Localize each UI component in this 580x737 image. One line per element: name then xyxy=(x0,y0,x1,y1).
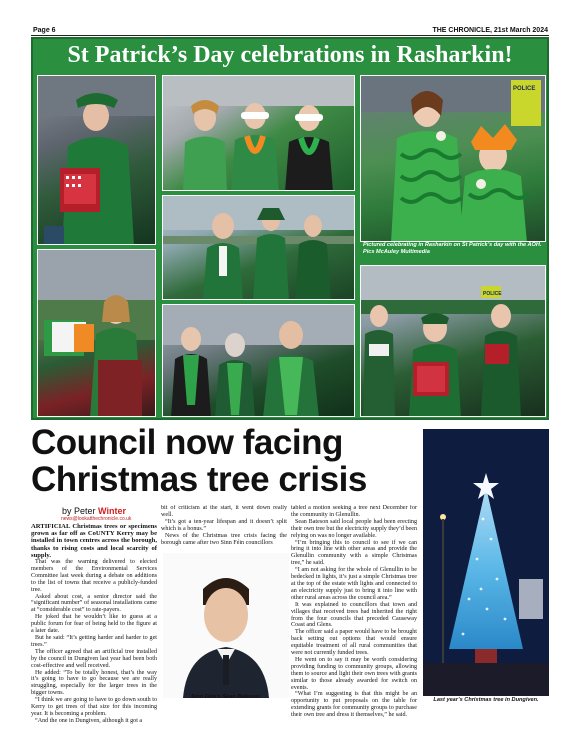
byline-prefix: by Peter xyxy=(62,506,99,516)
police-sign: POLICE xyxy=(513,86,536,92)
paragraph: Sean Bateson said local people had been erecting their own tree but the electricity supply they’d been relying on was no longer available. xyxy=(291,518,417,539)
paragraph: It was explained to councillors that town and villages that received trees had inherited the right from the four councils that preceded Causeway Coast and Glens. xyxy=(291,601,417,629)
photo-aoh-sashes xyxy=(162,304,355,417)
photo-girl-flag xyxy=(37,249,156,417)
feature-panel xyxy=(31,37,549,420)
article-column-1 xyxy=(31,523,157,730)
paragraph: The officer said a paper would have to be brought back setting out options that would ensure equitable treatment of all rural communities that were not currently funded trees. xyxy=(291,629,417,657)
paragraph: He went on to say it may be worth considering providing funding to community groups, allowing them to source and light their own trees with grants similar to those already awarded for switch on events. xyxy=(291,656,417,691)
paragraph: “It’s got a ten-year lifespan and it doesn’t split which is a bonus.” xyxy=(161,518,287,532)
lead-paragraph: ARTIFICIAL Christmas trees or specimens grown as far off as CoUNTY Kerry may be installed in town centres across the borough, thanks to rising costs and local scarcity of supply. xyxy=(31,523,157,559)
page-number: Page 6 xyxy=(33,27,56,34)
paragraph: “What I’m suggesting is that this might be an opportunity to put proposals on the table for extending grants for community groups to purchase their own tree and dress it themselves,” he said. xyxy=(291,691,417,717)
paragraph: He joked that he wouldn’t like to guess at a public forum for fear of being held to the figure at a later date. xyxy=(31,614,157,635)
paragraph: Asked about cost, a senior director said the “significant number” of seasonal installations came at “considerable cost” to rate-payers. xyxy=(31,593,157,614)
parade-figure xyxy=(361,266,546,417)
photo-aoh-members xyxy=(162,195,355,300)
paragraph: That was the warning delivered to elected members of the Environmental Services Committee last week during a debate on additions to the list of towns that receive a publicly-funded tree. xyxy=(31,559,157,593)
paragraph: tabled a motion seeking a tree next December for the community in Glenullin. xyxy=(291,505,417,518)
paragraph: The officer agreed that an artificial tree installed by the council in Dungiven last year had been both cost-effective and well received. xyxy=(31,648,157,669)
paragraph: He added: “To be totally honest, that’s the way it’s going to have to go because we are really struggling, especially for the larger trees in the bigger towns. xyxy=(31,669,157,697)
sean-caption: Sinn Féin’s Sean Bateson. xyxy=(191,694,261,700)
byline xyxy=(62,506,126,516)
photo-group-green-hats xyxy=(162,75,355,191)
feature-caption: Pictured celebrating in Rasharkin on St Patrick’s day with the AOH. Pics McAuley Multimedia xyxy=(363,242,542,255)
paragraph: bit of criticism at the start, it went down really well. xyxy=(161,505,287,518)
feature-title: St Patrick’s Day celebrations in Rasharkin! xyxy=(67,42,513,68)
photo-children-ice-cream xyxy=(360,75,546,242)
paragraph: “I am not asking for the whole of Glenullin to be bedecked in lights, it’s just a simple Christmas tree at the top of the estate with lights and connected to an electricity supply just to bring it into line with other rural areas across the council area.” xyxy=(291,567,417,601)
article-column-3 xyxy=(291,505,417,717)
portrait-figure xyxy=(163,553,289,698)
byline-email[interactable]: news@lookatthechronicle.co.uk xyxy=(61,516,132,522)
byline-name: Winter xyxy=(98,506,126,516)
tree-caption: Last year’s Christmas tree in Dungiven. xyxy=(433,697,539,703)
aoh-sashes-figure xyxy=(163,305,355,417)
aoh-members-figure xyxy=(163,196,355,300)
paragraph: News of the Christmas tree crisis facing the borough came after two Sinn Féin councillors xyxy=(161,532,287,546)
children-figure xyxy=(361,76,546,242)
group-celebrating-figure xyxy=(163,76,355,191)
article-headline xyxy=(31,424,421,498)
christmas-tree-figure xyxy=(423,429,549,696)
headline-line-1: Council now facing xyxy=(31,423,343,462)
paragraph: “I think we are going to have to go down south to Kerry to get trees of that size for this incoming year. It is becoming a problem. xyxy=(31,697,157,717)
photo-christmas-tree xyxy=(423,429,549,696)
photo-sean-bateson xyxy=(163,553,289,698)
paragraph: “And the one in Dungiven, although it got a xyxy=(35,717,143,724)
masthead-date: THE CHRONICLE, 21st March 2024 xyxy=(432,27,548,34)
paragraph: “I’m bringing this to council to see if we can bring it into line with other areas and provide the Glenullin community with a simple Christmas tree,” he said. xyxy=(291,539,417,567)
photo-accordion-player xyxy=(37,75,156,245)
police-vest-sign: POLICE xyxy=(483,291,502,297)
header-rule xyxy=(31,35,549,36)
photo-accordion-parade xyxy=(360,265,546,417)
paragraph: But he said: “It’s getting harder and harder to get trees.” xyxy=(31,634,157,648)
girl-with-flag-figure xyxy=(38,250,156,417)
headline-line-2: Christmas tree crisis xyxy=(31,460,367,499)
accordion-player-figure xyxy=(38,76,156,245)
